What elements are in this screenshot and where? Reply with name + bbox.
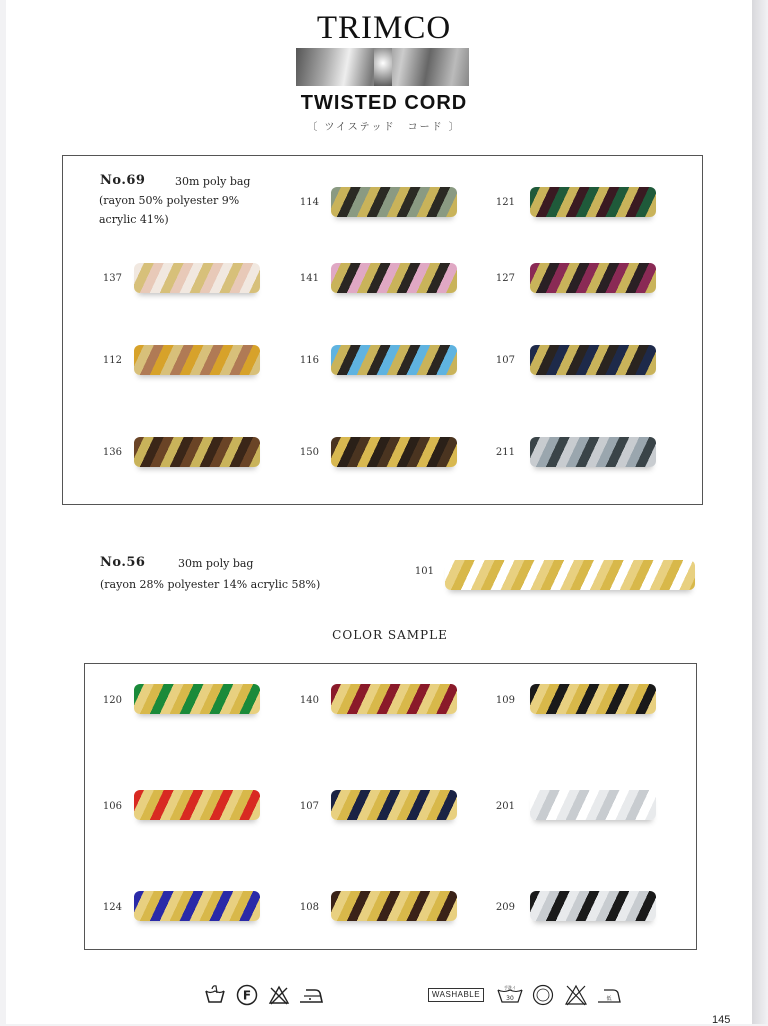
cord-code: 124: [102, 902, 122, 913]
page-title: TWISTED CORD: [300, 92, 468, 114]
brand-logo: TRIMCO: [316, 10, 452, 46]
cord-code: 150: [299, 447, 319, 458]
pack-info-56: 30m poly bag: [178, 557, 254, 570]
cord-code: 101: [414, 566, 434, 577]
cord-code: 120: [102, 695, 122, 706]
no-bleach-icon: [268, 984, 290, 1006]
cord-swatch-120: [134, 684, 260, 714]
cord-code: 127: [495, 273, 515, 284]
composition-line-2: acrylic 41%): [99, 213, 169, 226]
cord-swatch-150: [331, 437, 457, 467]
cord-swatch-101: [445, 560, 695, 590]
iron-low-icon: [596, 984, 622, 1006]
cord-swatch-209: [530, 891, 656, 921]
cord-swatch-141: [331, 263, 457, 293]
header-photo: [296, 48, 469, 86]
iron-low-text: 低: [606, 996, 612, 1002]
cord-code: 141: [299, 273, 319, 284]
composition-line-1: (rayon 50% polyester 9%: [99, 194, 240, 207]
cord-swatch-107: [331, 790, 457, 820]
cord-code: 108: [299, 902, 319, 913]
cord-code: 114: [299, 197, 319, 208]
cord-swatch-211: [530, 437, 656, 467]
cord-swatch-116: [331, 345, 457, 375]
cord-code: 137: [102, 273, 122, 284]
cord-swatch-201: [530, 790, 656, 820]
hand-wash-icon: [204, 984, 226, 1006]
cord-swatch-108: [331, 891, 457, 921]
wash-temp: 30: [506, 995, 514, 1002]
cord-swatch-136: [134, 437, 260, 467]
product-number-56: No.56: [100, 555, 146, 570]
composition: [99, 191, 239, 229]
washable-label: WASHABLE: [428, 988, 484, 1002]
color-sample-heading: COLOR SAMPLE: [332, 628, 448, 642]
pack-info: 30m poly bag: [175, 175, 251, 188]
cord-code: 209: [495, 902, 515, 913]
cord-code: 107: [495, 355, 515, 366]
product-number: No.69: [100, 173, 146, 188]
tumble-dry-icon: [532, 984, 554, 1006]
iron-icon: [298, 984, 324, 1006]
cord-swatch-140: [331, 684, 457, 714]
cord-swatch-137: [134, 263, 260, 293]
cord-code: 201: [495, 801, 515, 812]
cord-code: 109: [495, 695, 515, 706]
page-number: 145: [712, 1014, 731, 1026]
cord-swatch-109: [530, 684, 656, 714]
cord-swatch-106: [134, 790, 260, 820]
cord-swatch-127: [530, 263, 656, 293]
composition-56: (rayon 28% polyester 14% acrylic 58%): [100, 578, 321, 591]
cord-swatch-112: [134, 345, 260, 375]
cord-code: 211: [495, 447, 515, 458]
dry-clean-f-icon: [236, 984, 258, 1006]
no-bleach-icon-2: [564, 984, 588, 1006]
cord-code: 112: [102, 355, 122, 366]
cord-code: 136: [102, 447, 122, 458]
cord-code: 140: [299, 695, 319, 706]
cord-code: 116: [299, 355, 319, 366]
cord-code: 106: [102, 801, 122, 812]
tassel-image: [374, 48, 392, 86]
cord-swatch-107: [530, 345, 656, 375]
cord-swatch-124: [134, 891, 260, 921]
cord-swatch-114: [331, 187, 457, 217]
cord-code: 107: [299, 801, 319, 812]
cord-swatch-121: [530, 187, 656, 217]
wash-label: 手洗イ: [504, 985, 516, 990]
page-subtitle: 〔 ツイステッド コード 〕: [307, 122, 461, 133]
wash-30-icon: [496, 984, 524, 1006]
cord-code: 121: [495, 197, 515, 208]
page-edge-shadow: [752, 0, 768, 1024]
svg-text:F: F: [242, 988, 252, 1003]
